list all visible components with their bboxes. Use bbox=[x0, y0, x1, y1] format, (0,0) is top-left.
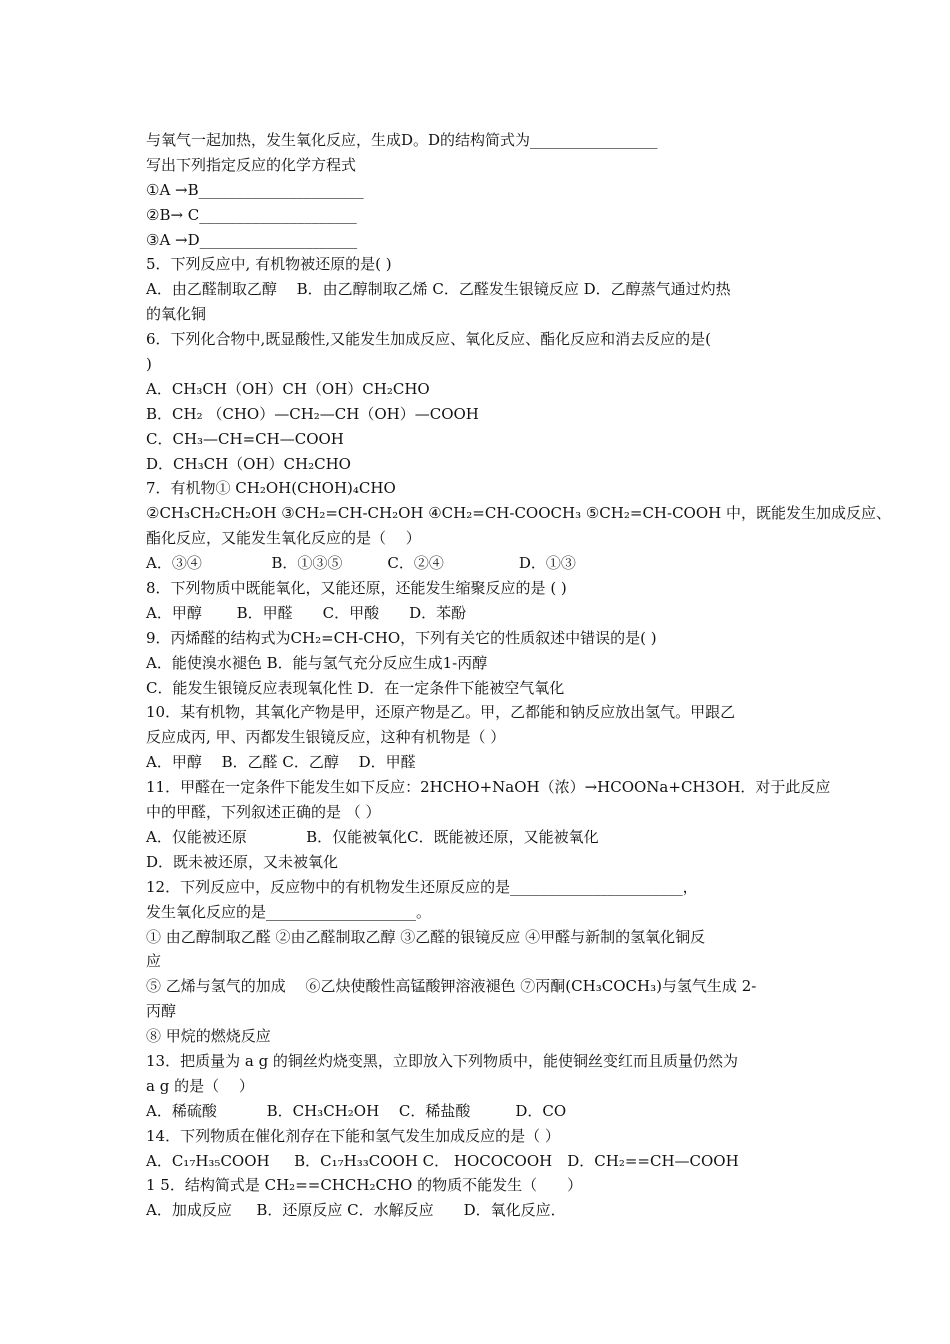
question-8: 8．下列物质中既能氧化，又能还原，还能发生缩聚反应的是 ( ) bbox=[146, 579, 567, 598]
text-line: 酯化反应，又能发生氧化反应的是（ ） bbox=[146, 529, 421, 548]
text-line: A．甲醇 B．乙醛 C．乙醇 D．甲醛 bbox=[146, 753, 416, 772]
worksheet-body bbox=[146, 128, 891, 1223]
text-line: ⑧ 甲烷的燃烧反应 bbox=[146, 1027, 271, 1046]
question-10: 10．某有机物，其氧化产物是甲，还原产物是乙。甲，乙都能和钠反应放出氢气。甲跟乙 bbox=[146, 703, 736, 722]
text-line: ②CH₃CH₂CH₂OH ③CH₂=CH-CH₂OH ④CH₂=CH-COOCH₃ ⑤CH₂=CH-COOH 中，既能发生加成反应、 bbox=[146, 504, 891, 523]
question-6: 6．下列化合物中,既显酸性,又能发生加成反应、氧化反应、酯化反应和消去反应的是( bbox=[146, 330, 711, 349]
text-line: ①A →B______________________ bbox=[146, 180, 364, 199]
text-line: 丙醇 bbox=[146, 1002, 177, 1021]
text-line: D．既未被还原，又未被氧化 bbox=[146, 852, 339, 871]
text-line: A．稀硫酸 B．CH₃CH₂OH C．稀盐酸 D．CO bbox=[146, 1101, 567, 1120]
question-12: 12．下列反应中，反应物中的有机物发生还原反应的是_______________________， bbox=[146, 877, 698, 896]
question-5: 5．下列反应中, 有机物被还原的是( ) bbox=[146, 255, 392, 274]
text-line: 中的甲醛，下列叙述正确的是 （ ） bbox=[146, 803, 381, 822]
text-line: A．③④ B．①③⑤ C．②④ D．①③ bbox=[146, 554, 576, 573]
text-line: 应 bbox=[146, 952, 162, 971]
text-line: A．由乙醛制取乙醇 B．由乙醇制取乙烯 C．乙醛发生银镜反应 D．乙醇蒸气通过灼热 bbox=[146, 280, 731, 299]
text-line: ③A →D_____________________ bbox=[146, 230, 358, 249]
text-line: 的氧化铜 bbox=[146, 305, 207, 324]
question-15: 1 5．结构简式是 CH₂==CHCH₂CHO 的物质不能发生（ ） bbox=[146, 1176, 583, 1195]
question-14: 14．下列物质在催化剂存在下能和氢气发生加成反应的是（ ） bbox=[146, 1126, 560, 1145]
text-line: ) bbox=[146, 355, 152, 374]
text-line: 发生氧化反应的是____________________。 bbox=[146, 902, 432, 921]
text-line: 反应成丙, 甲、丙都发生银镜反应，这种有机物是（ ） bbox=[146, 728, 506, 747]
text-line: A．能使溴水褪色 B．能与氢气充分反应生成1-丙醇 bbox=[146, 653, 488, 672]
text-line: ① 由乙醇制取乙醛 ②由乙醛制取乙醇 ③乙醛的银镜反应 ④甲醛与新制的氢氧化铜反 bbox=[146, 927, 706, 946]
question-13: 13．把质量为 a g 的铜丝灼烧变黑，立即放入下列物质中，能使铜丝变红而且质量仍然为 bbox=[146, 1051, 738, 1070]
question-9: 9．丙烯醛的结构式为CH₂=CH-CHO，下列有关它的性质叙述中错误的是( ) bbox=[146, 628, 657, 647]
text-line: C．CH₃—CH=CH—COOH bbox=[146, 429, 344, 448]
text-line: a g 的是（ ） bbox=[146, 1076, 254, 1095]
text-line: A．仅能被还原 B．仅能被氧化C．既能被还原，又能被氧化 bbox=[146, 827, 599, 846]
question-11: 11．甲醛在一定条件下能发生如下反应：2HCHO+NaOH（浓）→HCOONa+CH3OH．对于此反应 bbox=[146, 778, 831, 797]
text-line: A．C₁₇H₃₅COOH B．C₁₇H₃₃COOH C． HOCOCOOH D．CH₂==CH—COOH bbox=[146, 1151, 739, 1170]
text-line: A．CH₃CH（OH）CH（OH）CH₂CHO bbox=[146, 379, 430, 398]
text-line: A．加成反应 B．还原反应 C．水解反应 D．氧化反应． bbox=[146, 1201, 566, 1220]
text-line: ②B→ C_____________________ bbox=[146, 205, 357, 224]
text-line: ⑤ 乙烯与氢气的加成 ⑥乙炔使酸性高锰酸钾溶液褪色 ⑦丙酮(CH₃COCH₃)与氢气生成 2- bbox=[146, 977, 757, 996]
text-line: D．CH₃CH（OH）CH₂CHO bbox=[146, 454, 351, 473]
text-line: B．CH₂ （CHO）—CH₂—CH（OH）—COOH bbox=[146, 404, 479, 423]
text-line: C．能发生银镜反应表现氧化性 D．在一定条件下能被空气氧化 bbox=[146, 678, 565, 697]
text-line: A．甲醇 B．甲醛 C．甲酸 D．苯酚 bbox=[146, 603, 467, 622]
text-line: 写出下列指定反应的化学方程式 bbox=[146, 155, 357, 174]
question-7: 7．有机物① CH₂OH(CHOH)₄CHO bbox=[146, 479, 396, 498]
text-line: 与氧气一起加热，发生氧化反应，生成D。D的结构简式为_________________ bbox=[146, 131, 658, 149]
